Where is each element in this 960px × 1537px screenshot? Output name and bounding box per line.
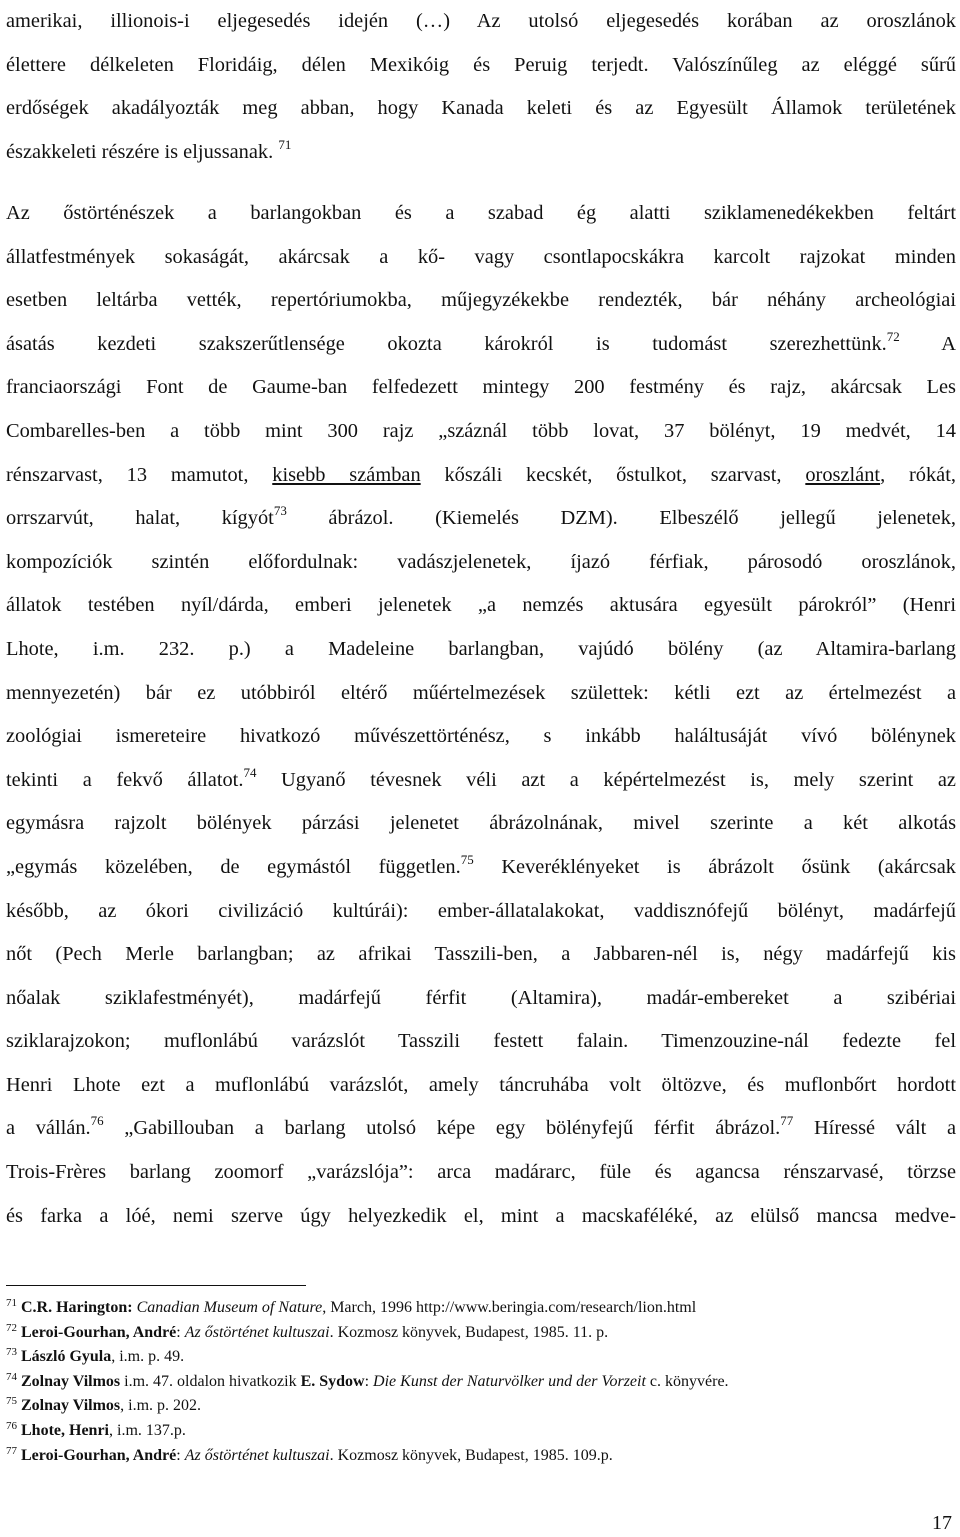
text-segment: ásatás kezdeti szakszerűtlensége okozta károkról is tudomást szerezhettünk. bbox=[6, 332, 887, 355]
underlined-text: oroszlánt bbox=[805, 463, 881, 486]
footnote-number: 74 bbox=[6, 1370, 17, 1383]
text-line: sziklarajzokon; muflonlábú varázslót Tasszili festett falain. Timenzouzine-nál fedezte fel bbox=[6, 1030, 956, 1053]
footnotes bbox=[6, 1296, 956, 1468]
text-line: Az őstörténészek a barlangokban és a szabad ég alatti sziklamenedékekben feltárt bbox=[6, 202, 956, 224]
footnote-number: 75 bbox=[6, 1395, 17, 1408]
footnote-author: Zolnay Vilmos bbox=[21, 1397, 121, 1415]
footnote-number: 77 bbox=[6, 1444, 17, 1457]
footnote-title: Az őstörténet kultuszai bbox=[184, 1323, 330, 1341]
text-segment: Keveréklényeket is ábrázolt ősünk (akárcsak bbox=[473, 855, 956, 878]
text-segment: A bbox=[941, 332, 956, 355]
footnote-ref[interactable]: 71 bbox=[278, 136, 292, 152]
footnote bbox=[6, 1370, 956, 1395]
text-segment: a vállán. bbox=[6, 1117, 91, 1140]
footnote-author: Lhote, Henri bbox=[21, 1421, 109, 1439]
footnote-ref[interactable]: 74 bbox=[243, 764, 257, 780]
footnote-author: Zolnay Vilmos bbox=[21, 1372, 121, 1390]
footnote-number: 73 bbox=[6, 1346, 17, 1359]
footnote-number: 76 bbox=[6, 1419, 17, 1432]
footnote-author: Leroi-Gourhan, André bbox=[21, 1323, 177, 1341]
text-segment: kőszáli kecskét, őstulkot, szarvast, bbox=[420, 463, 806, 486]
footnote-text: c. könyvére. bbox=[645, 1372, 729, 1390]
text-line: amerikai, illionois-i eljegesedés idején (…) Az utolsó eljegesedés korában az oroszlánok bbox=[6, 10, 956, 32]
footnote-ref[interactable]: 73 bbox=[273, 503, 287, 519]
text-segment: Ugyanő tévesnek véli azt a képértelmezést is, mely szerint az bbox=[256, 768, 956, 791]
text-line: állatok testében nyíl/dárda, emberi jelenetek „a nemzés aktusára egyesült párokról” (Henri bbox=[6, 594, 956, 617]
text-line bbox=[6, 759, 956, 803]
footnote-text: , i.m. p. 49. bbox=[111, 1348, 185, 1366]
text-line: esetben leltárba vették, repertóriumokba, műjegyzékekbe rendezték, bár néhány archeológiai bbox=[6, 289, 956, 312]
text-segment: „Gabillouban a barlang utolsó képe egy bölényfejű férfit ábrázol. bbox=[103, 1117, 781, 1140]
footnote-text: , i.m. p. 202. bbox=[120, 1397, 202, 1415]
text-segment: északkeleti részére is eljussanak. bbox=[6, 140, 274, 163]
text-line: Henri Lhote ezt a muflonlábú varázslót, amely táncruhába volt öltözve, és muflonbőrt hordott bbox=[6, 1073, 956, 1096]
text-line bbox=[6, 454, 956, 498]
footnote bbox=[6, 1321, 956, 1346]
text-segment: Híressé vált a bbox=[793, 1117, 957, 1140]
text-line: élettere délkeleten Floridáig, délen Mexikóig és Peruig terjedt. Valószínűleg az eléggé sűrű bbox=[6, 53, 956, 76]
underlined-text: kisebb számban bbox=[272, 463, 421, 486]
paragraph-continued bbox=[6, 0, 956, 174]
text-line bbox=[6, 846, 956, 890]
footnote-text: i.m. 47. oldalon hivatkozik bbox=[120, 1372, 301, 1390]
text-line: kompozíciók szintén előfordulnak: vadászjelenetek, íjazó férfiak, párosodó oroszlánok, bbox=[6, 550, 956, 573]
text-segment: „egymás közelében, de egymástól független. bbox=[6, 855, 461, 878]
footnote-separator-text: : bbox=[176, 1323, 185, 1341]
footnote-separator bbox=[6, 1285, 306, 1286]
text-line: zoológiai ismereteire hivatkozó művészettörténész, s inkább haláltusáját vívó bölénynek bbox=[6, 725, 956, 748]
footnote-title: Die Kunst der Naturvölker und der Vorzeit bbox=[373, 1372, 646, 1390]
text-line: egymásra rajzolt bölények párzási jelenetet ábrázolnának, mivel szerinte a két alkotás bbox=[6, 812, 956, 835]
footnote-number: 71 bbox=[6, 1297, 17, 1309]
footnote-author: E. Sydow bbox=[300, 1372, 365, 1390]
text-line bbox=[6, 131, 956, 175]
text-line: franciaországi Font de Gaume-ban felfedezett mintegy 200 festmény és rajz, akárcsak Les bbox=[6, 376, 956, 399]
footnote-separator-text: : bbox=[364, 1372, 374, 1390]
text-line: később, az ókori civilizáció kultúrái): ember-állatalakokat, vaddisznófejű bölényt, madárfejű bbox=[6, 899, 956, 922]
text-segment: tekinti a fekvő állatot. bbox=[6, 768, 244, 791]
footnote bbox=[6, 1444, 956, 1469]
footnote-ref[interactable]: 76 bbox=[90, 1113, 104, 1129]
footnote-title: Canadian Museum of Nature bbox=[136, 1299, 323, 1316]
footnote-number: 72 bbox=[6, 1321, 17, 1334]
footnote-title: Az őstörténet kultuszai bbox=[184, 1446, 330, 1464]
footnote bbox=[6, 1345, 956, 1370]
footnote-ref[interactable]: 77 bbox=[780, 1113, 794, 1129]
footnote-author: László Gyula bbox=[21, 1348, 112, 1366]
footnote bbox=[6, 1394, 956, 1419]
footnote-text: , i.m. 137.p. bbox=[109, 1421, 186, 1439]
paragraph-main bbox=[6, 192, 956, 1238]
footnote-ref[interactable]: 72 bbox=[886, 328, 900, 344]
footnote-author: C.R. Harington: bbox=[21, 1299, 133, 1316]
text-segment: orrszarvút, halat, kígyót bbox=[6, 507, 274, 530]
footnote-author: Leroi-Gourhan, André bbox=[21, 1446, 177, 1464]
text-line bbox=[6, 1107, 956, 1151]
text-segment: ábrázol. (Kiemelés DZM). Elbeszélő jellegű jelenetek, bbox=[286, 507, 956, 530]
text-line: és farka a lóé, nemi szerve úgy helyezkedik el, mint a macskaféléké, az elülső mancsa medve- bbox=[6, 1204, 956, 1227]
text-line bbox=[6, 323, 956, 367]
text-line: nőt (Pech Merle barlangban; az afrikai Tasszili-ben, a Jabbaren-nél is, négy madárfejű kis bbox=[6, 943, 956, 966]
footnote-text: , March, 1996 http://www.beringia.com/research/lion.html bbox=[322, 1299, 697, 1316]
text-line: nőalak sziklafestményét), madárfejű férfit (Altamira), madár-embereket a szibériai bbox=[6, 986, 956, 1009]
text-segment: , rókát, bbox=[880, 463, 956, 486]
footnote bbox=[6, 1419, 956, 1444]
text-line: Trois-Frères barlang zoomorf „varázslója”: arca madárarc, füle és agancsa rénszarvasé, törzse bbox=[6, 1161, 956, 1184]
text-segment: rénszarvast, 13 mamutot, bbox=[6, 463, 273, 486]
footnote bbox=[6, 1296, 956, 1321]
page-number: 17 bbox=[932, 1512, 952, 1534]
text-line: állatfestmények sokaságát, akárcsak a kő- vagy csontlapocskákra karcolt rajzokat minden bbox=[6, 245, 956, 268]
text-line: Lhote, i.m. 232. p.) a Madeleine barlangban, vajúdó bölény (az Altamira-barlang bbox=[6, 637, 956, 660]
footnote-text: . Kozmosz könyvek, Budapest, 1985. 11. p. bbox=[329, 1323, 609, 1341]
text-line: erdőségek akadályozták meg abban, hogy Kanada keleti és az Egyesült Államok területének bbox=[6, 97, 956, 120]
footnote-separator-text: : bbox=[176, 1446, 185, 1464]
text-line: Combarelles-ben a több mint 300 rajz „száznál több lovat, 37 bölényt, 19 medvét, 14 bbox=[6, 419, 956, 442]
footnote-text: . Kozmosz könyvek, Budapest, 1985. 109.p. bbox=[329, 1446, 613, 1464]
footnote-ref[interactable]: 75 bbox=[460, 851, 474, 867]
text-line: mennyezetén) bár ez utóbbiról eltérő műértelmezések születtek: kétli ezt az értelmezést a bbox=[6, 681, 956, 704]
text-line bbox=[6, 497, 956, 541]
